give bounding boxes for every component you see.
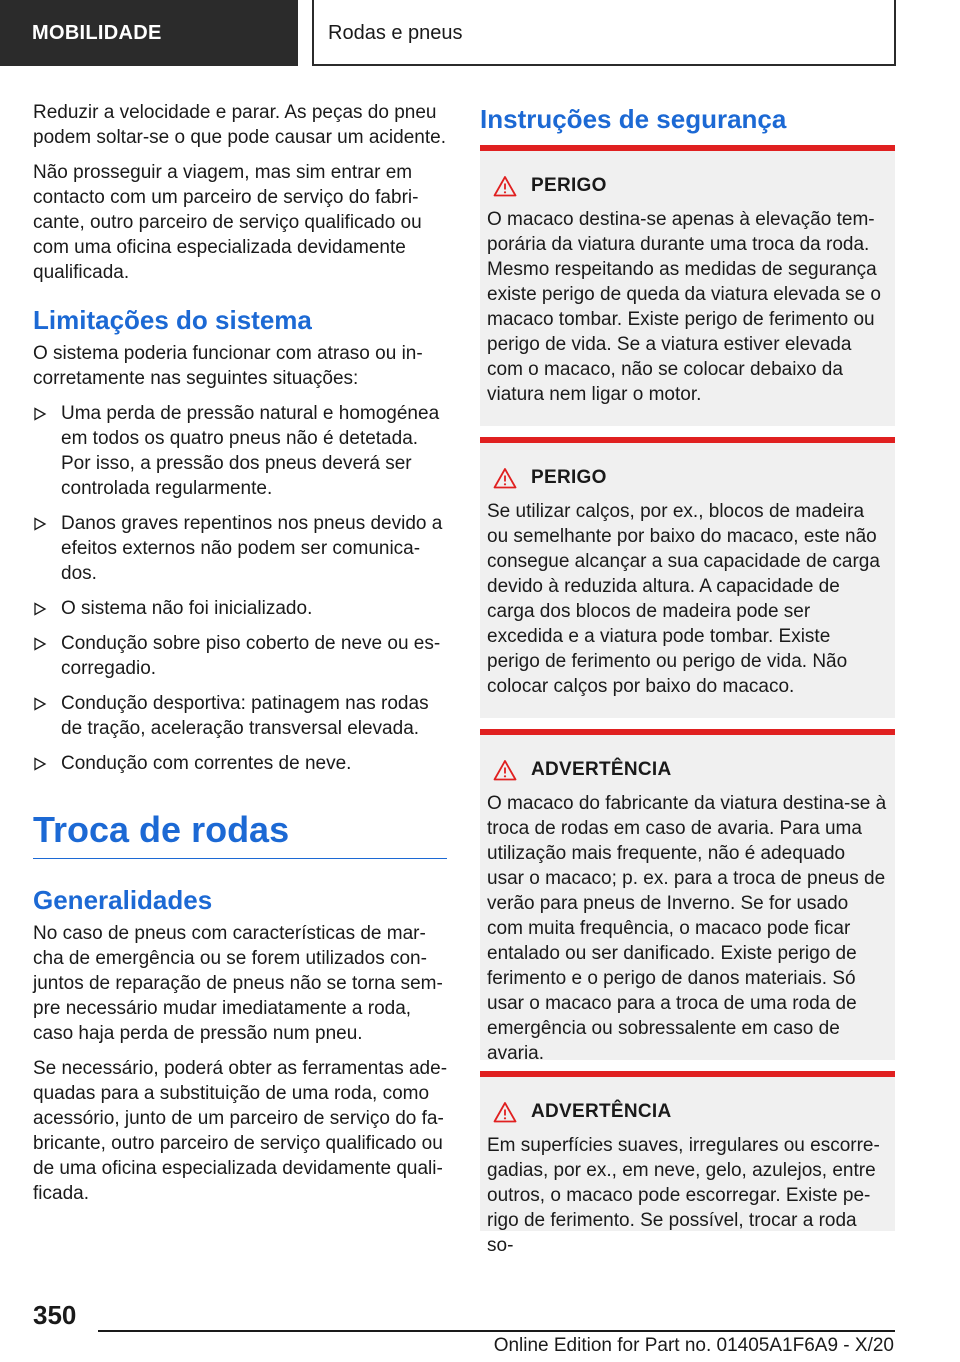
page-header [0,0,960,66]
list-item-text: Condução sobre piso coberto de neve ou escorregadio. [61,633,441,679]
intro-paragraph: Não prosseguir a viagem, mas sim entrar em contacto com um parceiro de serviço do fabricante, outro parceiro de serviço qualificado ou com uma oficina especializada devidamente qualificada. [33,162,422,283]
list-item [33,751,447,776]
footer-divider [98,1330,895,1332]
limitations-heading: Limitações do sistema [33,305,312,335]
warning-label: ADVERTÊNCIA [531,1101,672,1122]
list-item-text: Condução com correntes de neve. [61,753,352,774]
warning-box [480,145,895,426]
warning-text: O macaco do fabricante da viatura destina-se à troca de rodas em caso de avaria. Para uma utilização mais frequente, não é adequado usar o macaco; p. ex. para a troca de pneus de verão para pneus de Inverno. Se for usado com muita frequência, o macaco pode ficar entalado ou ser danificado. Existe perigo de ferimento e o perigo de danos materiais. Só usar o macaco para a troca de uma roda de emergência ou sobressalente em caso de avaria. [487,793,887,1064]
warning-box [480,437,895,718]
warning-label: PERIGO [531,467,607,488]
triangle-right-outline-icon [33,637,47,651]
limitations-intro: O sistema poderia funcionar com atraso ou incorretamente nas seguintes situações: [33,343,423,389]
triangle-right-outline-icon [33,757,47,771]
intro-paragraph: Reduzir a velocidade e parar. As peças do pneu podem soltar-se o que pode causar um acidente. [33,102,446,148]
list-item-text: Uma perda de pressão natural e homogénea em todos os quatro pneus não é detetada. Por isso, a pressão dos pneus deverá ser controlada regularmente. [61,403,440,499]
warning-label: ADVERTÊNCIA [531,759,672,780]
warning-header [487,173,887,199]
list-item [33,631,447,681]
list-item [33,691,447,741]
safety-heading: Instruções de segurança [480,104,787,134]
warning-label: PERIGO [531,175,607,196]
warning-triangle-icon [493,1101,517,1123]
section-tab: MOBILIDADE [0,0,298,66]
warning-header [487,1099,887,1125]
warning-box [480,1071,895,1256]
wheel-change-heading: Troca de rodas [33,808,447,859]
edition-text: Online Edition for Part no. 01405A1F6A9 - X/20 [493,1335,894,1356]
right-column [480,100,895,134]
warning-triangle-icon [493,759,517,781]
warning-text: Em superfícies suaves, irregulares ou escorregadias, por ex., em neve, gelo, azulejos, entre outros, o macaco pode escorregar. Existe perigo de ferimento. Se possível, trocar a roda so- [487,1135,880,1256]
list-item [33,596,447,621]
warning-header [487,757,887,783]
list-item-text: Danos graves repentinos nos pneus devido a efeitos externos não podem ser comunicados. [61,513,443,584]
triangle-right-outline-icon [33,602,47,616]
chapter-title: Rodas e pneus [312,0,896,66]
warning-triangle-icon [493,175,517,197]
general-heading: Generalidades [33,885,213,915]
general-paragraph: No caso de pneus com características de marcha de emergência ou se forem utilizados conjuntos de reparação de pneus não se torna sempre necessário mudar imediatamente a roda, caso haja perda de pressão num pneu. [33,923,443,1044]
warning-text: Se utilizar calços, por ex., blocos de madeira ou semelhante por baixo do macaco, este não consegue alcançar a sua capacidade de carga devido à reduzida altura. A capacidade de carga dos blocos de madeira pode ser excedida e a viatura pode tombar. Existe perigo de ferimento ou perigo de vida. Não colocar calços por baixo do macaco. [487,501,880,697]
left-column [33,100,447,1216]
triangle-right-outline-icon [33,407,47,421]
limitations-list [33,401,447,776]
general-paragraph: Se necessário, poderá obter as ferramentas adequadas para a substituição de uma roda, como acessório, junto de um parceiro de serviço do fabricante, outro parceiro de serviço qualificado ou de uma oficina especializada devidamente qualificada. [33,1058,448,1204]
list-item-text: Condução desportiva: patinagem nas rodas de tração, aceleração transversal elevada. [61,693,429,739]
list-item [33,511,447,586]
warning-header [487,465,887,491]
triangle-right-outline-icon [33,517,47,531]
list-item-text: O sistema não foi inicializado. [61,598,313,619]
warning-box [480,729,895,1064]
triangle-right-outline-icon [33,697,47,711]
warning-text: O macaco destina-se apenas à elevação temporária da viatura durante uma troca da roda. Mesmo respeitando as medidas de segurança existe perigo de queda da viatura elevada se o macaco tombar. Existe perigo de ferimento ou perigo de vida. Se a viatura estiver elevada com o macaco, não se colocar debaixo da viatura nem ligar o motor. [487,209,881,405]
page-number: 350 [33,1300,77,1330]
list-item [33,401,447,501]
warning-triangle-icon [493,467,517,489]
